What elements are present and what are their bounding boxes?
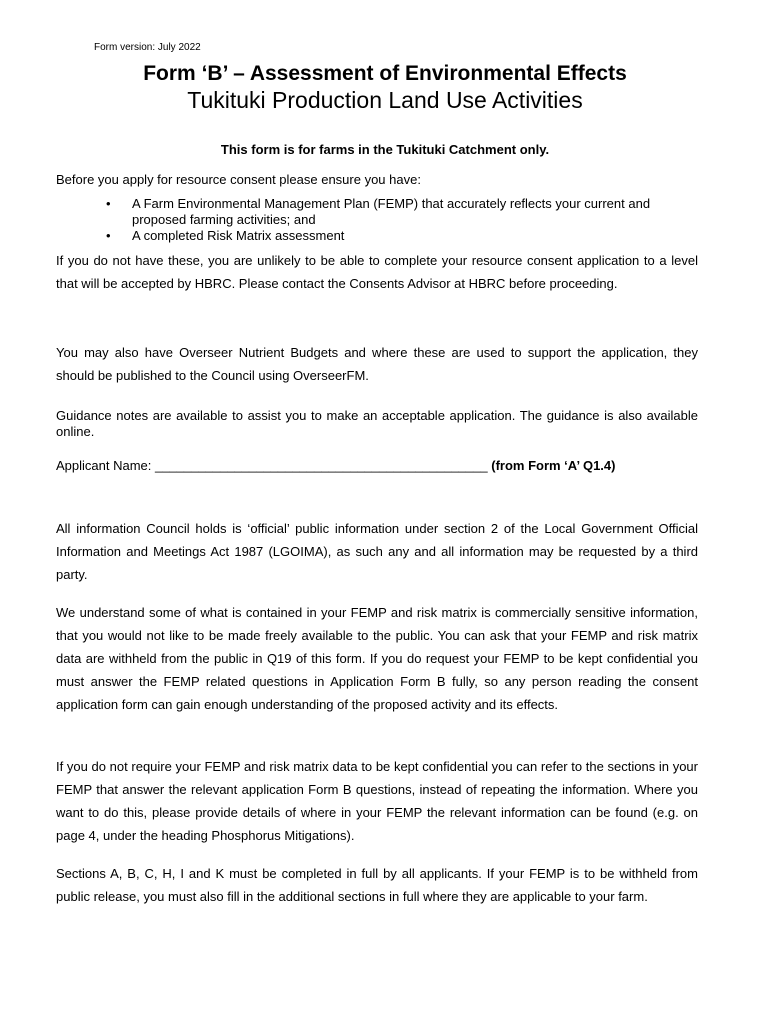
applicant-name-row [56, 458, 716, 473]
list-item-text: A completed Risk Matrix assessment [132, 228, 345, 243]
applicant-name-label: Applicant Name: [56, 458, 152, 473]
list-item [106, 196, 700, 228]
requirements-list [106, 196, 700, 244]
paragraph-sensitive-info: We understand some of what is contained in your FEMP and risk matrix is commercially sensitive information, that you would not like to be made freely available to the public. You can ask that your FEMP and risk matrix data are withheld from the public in Q19 of this form. If you do request your FEMP to be kept confidential you must answer the FEMP related questions in Application Form B fully, so any person reading the consent application form can gain enough understanding of the proposed activity and its effects. [56, 605, 698, 712]
bullet-icon: • [106, 196, 111, 211]
paragraph-not-confidential: If you do not require your FEMP and risk matrix data to be kept confidential you can refer to the sections in your FEMP that answer the relevant application Form B questions, instead of repeating the information. Where you want to do this, please provide details of where in your FEMP the relevant information can be found (e.g. on page 4, under the heading Phosphorus Mitigations). [56, 759, 698, 843]
catchment-note: This form is for farms in the Tukituki Catchment only. [220, 142, 550, 157]
paragraph-no-plan: If you do not have these, you are unlikely to be able to complete your resource consent application to a level that will be accepted by HBRC. Please contact the Consents Advisor at HBRC before proceeding. [56, 253, 698, 291]
list-item [106, 228, 700, 244]
applicant-name-field[interactable]: ______________________________________________ [155, 458, 488, 473]
paragraph-guidance: Guidance notes are available to assist you to make an acceptable application. The guidance is also available online. [56, 408, 698, 439]
paragraph-official-info: All information Council holds is ‘official’ public information under section 2 of the Local Government Official Information and Meetings Act 1987 (LGOIMA), as such any and all information may be requested by a third party. [56, 521, 698, 582]
list-item-text: A Farm Environmental Management Plan (FEMP) that accurately reflects your current and proposed farming activities; and [132, 196, 651, 227]
paragraph-overseer: You may also have Overseer Nutrient Budgets and where these are used to support the application, they should be published to the Council using OverseerFM. [56, 345, 698, 383]
bullet-icon: • [106, 228, 111, 243]
applicant-name-source: (from Form ‘A’ Q1.4) [491, 458, 616, 473]
form-subtitle: Tukituki Production Land Use Activities [187, 87, 583, 113]
paragraph-required-sections: Sections A, B, C, H, I and K must be completed in full by all applicants. If your FEMP is to be withheld from public release, you must also fill in the additional sections in full where they are applicable to your farm. [56, 866, 698, 904]
form-title: Form ‘B’ – Assessment of Environmental Effects [143, 62, 627, 85]
form-version: Form version: July 2022 [94, 42, 201, 53]
intro-text: Before you apply for resource consent please ensure you have: [56, 172, 421, 187]
